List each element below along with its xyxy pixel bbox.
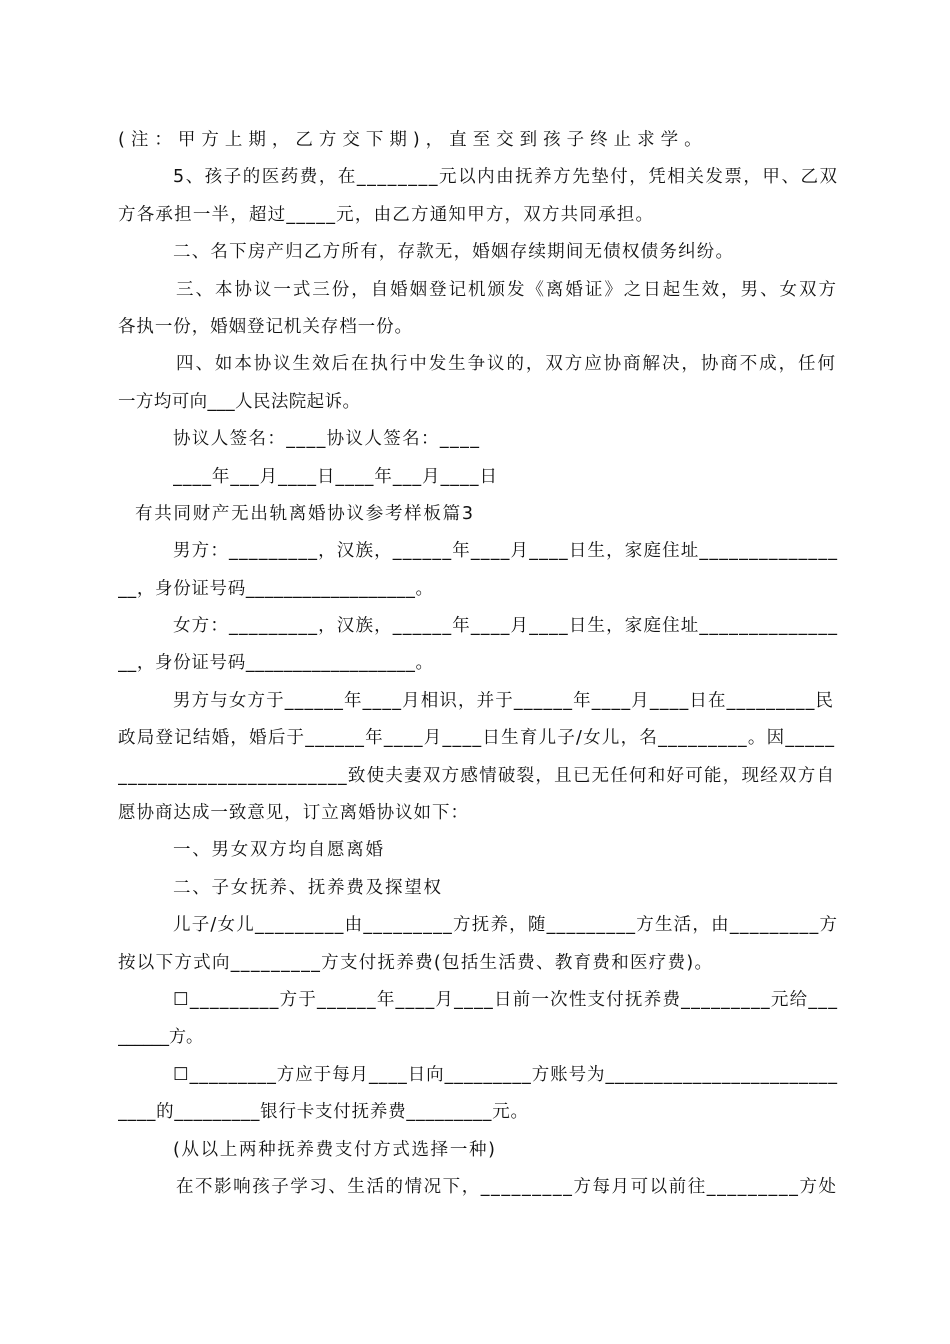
paragraph-marriage — [0, 683, 950, 833]
paragraph-wife — [0, 608, 950, 683]
text-line: ☐_________方于______年____月____日前一次性支付抚养费_________元给___ — [173, 989, 839, 1010]
text-line: 四、如本协议生效后在执行中发生争议的，双方应协商解决，协商不成，任何 — [176, 354, 837, 375]
text-line: 三、本协议一式三份，自婚姻登记机颁发《离婚证》之日起生效，男、女双方 — [176, 279, 838, 300]
text-line: 女方：_________，汉族，______年____月____日生，家庭住址______________ — [173, 616, 839, 637]
section-heading — [0, 496, 950, 533]
text-line: 愿协商达成一致意见，订立离婚协议如下： — [118, 803, 469, 824]
option-lump-sum — [0, 982, 950, 1057]
text-line: 儿子/女儿_________由_________方抚养，随_________方生活，由_________方 — [173, 915, 839, 936]
payment-note — [0, 1132, 950, 1169]
clause-divorce — [0, 832, 950, 869]
option-monthly — [0, 1057, 950, 1132]
paragraph-dispute — [0, 346, 950, 421]
text-line: 政局登记结婚，婚后于______年____月____日生育儿子/女儿，名_________。因_____ — [118, 728, 836, 749]
text-line: 一方均可向___人民法院起诉。 — [118, 391, 361, 412]
paragraph-custody — [0, 907, 950, 982]
date-line — [0, 459, 950, 496]
text-line: 二、名下房产归乙方所有，存款无，婚姻存续期间无债权债务纠纷。 — [173, 242, 735, 263]
text-line: 5、孩子的医药费，在________元以内由抚养方先垫付，凭相关发票，甲、乙双 — [173, 167, 839, 188]
text-line: 一、男女双方均自愿离婚 — [173, 840, 385, 861]
text-line: _______________________致使夫妻双方感情破裂，且已无任何和好可能，现经双方自 — [118, 765, 836, 786]
text-line: ☐_________方应于每月____日向_________方账号为________________________ — [173, 1064, 838, 1085]
text-line: ______方。 — [118, 1027, 203, 1048]
text-line: __，身份证号码__________________。 — [118, 578, 434, 599]
text-line: 二、子女抚养、抚养费及探望权 — [173, 877, 443, 898]
paragraph-medical-fee — [0, 159, 950, 234]
text-line: 按以下方式向_________方支付抚养费(包括生活费、教育费和医疗费)。 — [118, 952, 714, 973]
text-line: 协议人签名：____协议人签名：____ — [173, 429, 481, 450]
text-line: 有共同财产无出轨离婚协议参考样板篇3 — [135, 503, 475, 524]
text-line: 方各承担一半，超过_____元，由乙方通知甲方，双方共同承担。 — [118, 204, 655, 225]
text-line: __，身份证号码__________________。 — [118, 653, 434, 674]
signature-line — [0, 421, 950, 458]
paragraph-copies — [0, 272, 950, 347]
clause-custody — [0, 870, 950, 907]
paragraph-note — [0, 122, 950, 159]
paragraph-visitation — [0, 1169, 950, 1206]
text-line: 男方与女方于______年____月相识，并于______年____月____日在_________民 — [173, 690, 835, 711]
paragraph-husband — [0, 533, 950, 608]
text-line: (注：甲方上期，乙方交下期)，直至交到孩子终止求学。 — [118, 130, 708, 150]
paragraph-property — [0, 234, 950, 271]
text-line: ____年___月____日____年___月____日 — [173, 466, 498, 487]
text-line: 在不影响孩子学习、生活的情况下，_________方每月可以前往_________方处 — [176, 1176, 838, 1197]
text-line: 男方：_________，汉族，______年____月____日生，家庭住址______________ — [173, 541, 839, 562]
text-line: (从以上两种抚养费支付方式选择一种) — [173, 1139, 497, 1160]
text-line: ____的_________银行卡支付抚养费_________元。 — [118, 1102, 529, 1123]
text-line: 各执一份，婚姻登记机关存档一份。 — [118, 316, 413, 337]
